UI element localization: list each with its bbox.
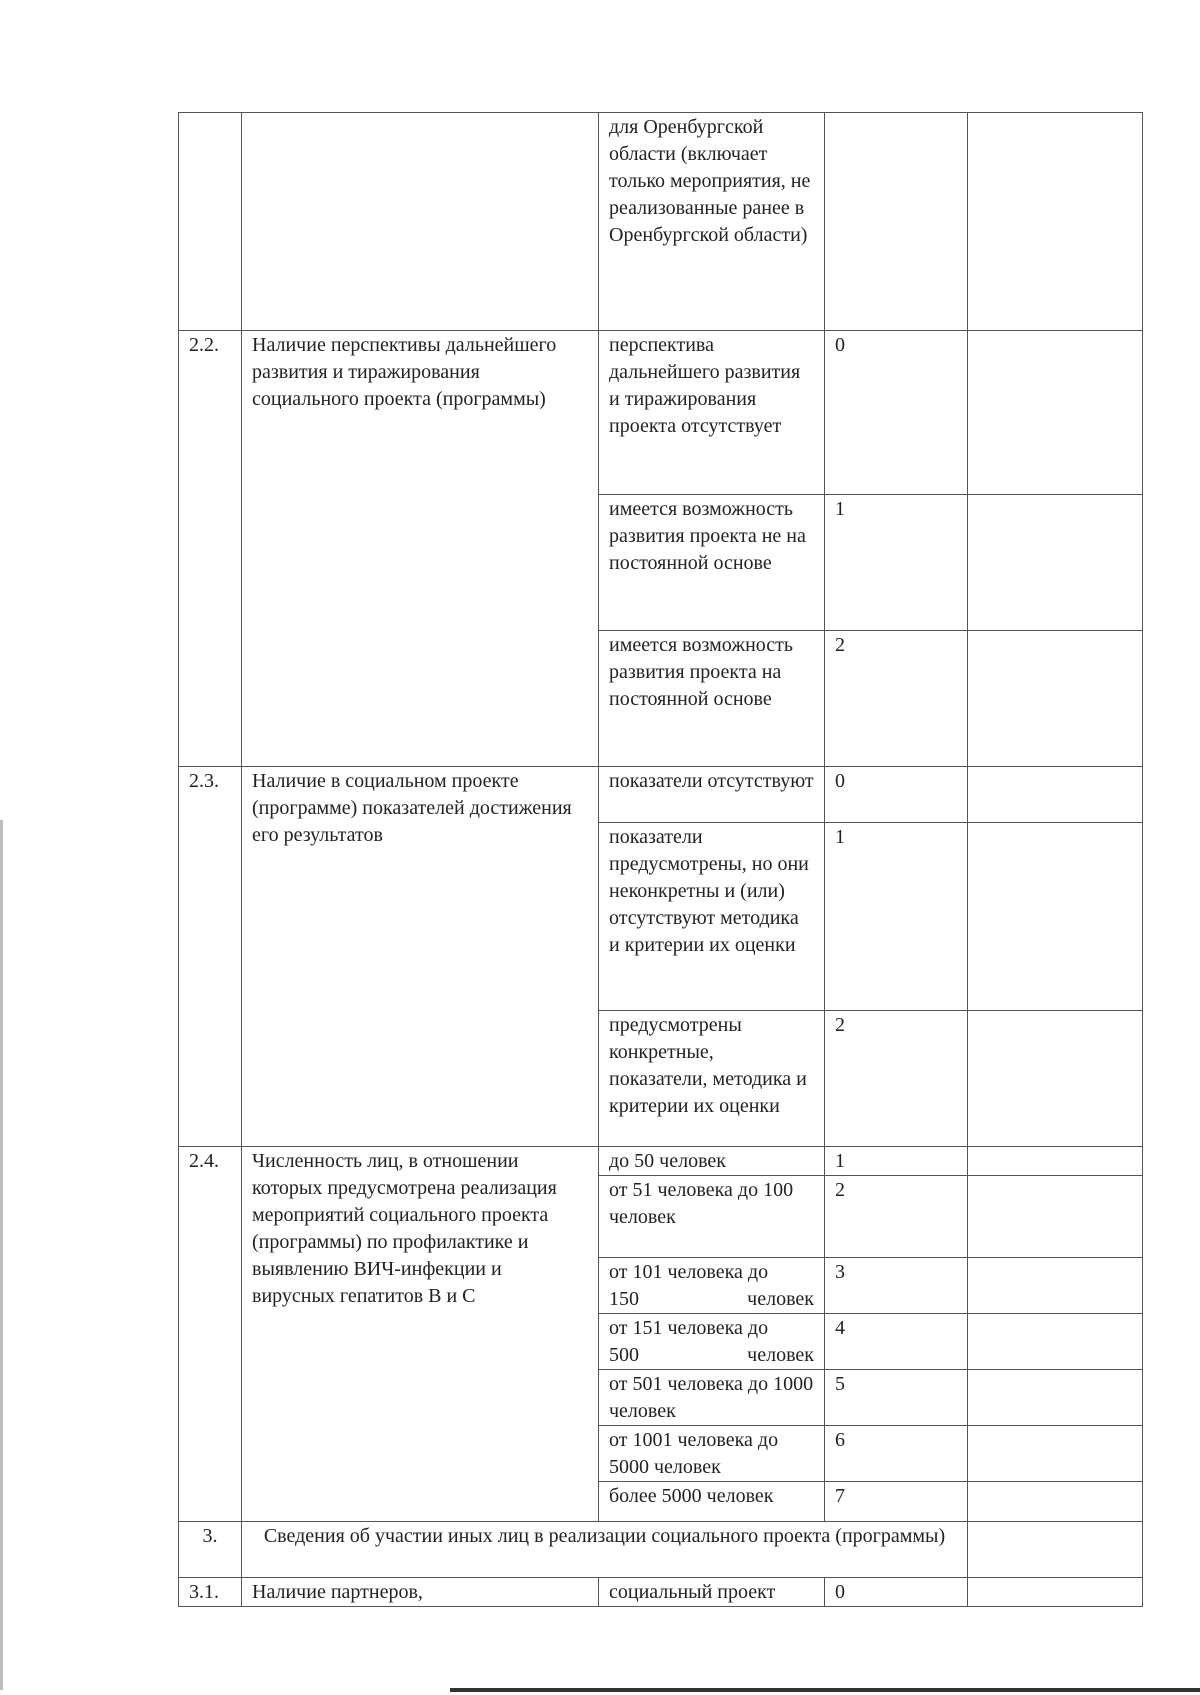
evaluation-cell [968, 767, 1143, 823]
criterion-title-cell: Численность лиц, в отношении которых предусмотрена реализация мероприятий социального проекта (программы) по профилактике и выявлению ВИЧ-инфекции и вирусных гепатитов В и С [242, 1147, 599, 1522]
evaluation-cell [968, 331, 1143, 495]
table-row [179, 1522, 1143, 1578]
table-row [179, 113, 1143, 331]
evaluation-cell [968, 1370, 1143, 1426]
evaluation-cell [968, 1426, 1143, 1482]
criterion-option-cell: перспектива дальнейшего развития и тиражирования проекта отсутствует [599, 331, 825, 495]
score-cell: 1 [825, 823, 968, 1011]
criterion-option-cell: для Оренбургской области (включает только мероприятия, не реализованные ранее в Оренбургской области) [599, 113, 825, 331]
criterion-title-cell: Наличие партнеров, [242, 1578, 599, 1607]
item-number-cell [179, 113, 242, 331]
score-cell: 4 [825, 1314, 968, 1370]
option-text-line: от 51 человека до 100 [609, 1179, 794, 1201]
criterion-title-cell: Наличие перспективы дальнейшего развития и тиражирования социального проекта (программы) [242, 331, 599, 767]
evaluation-cell [968, 1176, 1143, 1258]
criterion-option-cell: более 5000 человек [599, 1482, 825, 1522]
scan-bottom-edge-line [450, 1688, 1200, 1692]
evaluation-cell [968, 823, 1143, 1011]
criteria-table [178, 112, 1143, 1607]
option-text-line [609, 1286, 814, 1313]
item-number-cell: 2.3. [179, 767, 242, 1147]
table-row [179, 767, 1143, 823]
score-cell: 0 [825, 767, 968, 823]
option-text-line: от 151 человека до [609, 1317, 769, 1339]
score-cell: 7 [825, 1482, 968, 1522]
option-text-part: 500 [609, 1344, 639, 1366]
score-cell: 3 [825, 1258, 968, 1314]
score-cell: 2 [825, 1176, 968, 1258]
evaluation-cell [968, 1147, 1143, 1176]
evaluation-cell [968, 1482, 1143, 1522]
item-number-cell: 3.1. [179, 1578, 242, 1607]
option-text-line: от 101 человека до [609, 1261, 769, 1283]
table-row [179, 1578, 1143, 1607]
item-number-cell: 3. [179, 1522, 242, 1578]
score-cell: 1 [825, 495, 968, 631]
item-number-cell: 2.4. [179, 1147, 242, 1522]
table-row [179, 1147, 1143, 1176]
option-text-line [609, 1342, 814, 1369]
evaluation-cell [968, 495, 1143, 631]
score-cell: 0 [825, 331, 968, 495]
criterion-option-cell: до 50 человек [599, 1147, 825, 1176]
criterion-option-cell [599, 1176, 825, 1258]
score-cell: 1 [825, 1147, 968, 1176]
evaluation-cell [968, 1522, 1143, 1578]
evaluation-cell [968, 113, 1143, 331]
criterion-option-cell: от 1001 человека до 5000 человек [599, 1426, 825, 1482]
criterion-option-cell: предусмотрены конкретные, показатели, методика и критерии их оценки [599, 1011, 825, 1147]
table-row [179, 331, 1143, 495]
evaluation-cell [968, 1314, 1143, 1370]
criterion-option-cell: социальный проект [599, 1578, 825, 1607]
option-text-part: человек [747, 1288, 814, 1310]
criterion-option-cell [599, 1258, 825, 1314]
criterion-option-cell: имеется возможность развития проекта не на постоянной основе [599, 495, 825, 631]
option-text-part: человек [747, 1344, 814, 1366]
item-number-cell: 2.2. [179, 331, 242, 767]
criterion-option-cell: от 501 человека до 1000 человек [599, 1370, 825, 1426]
evaluation-cell [968, 1578, 1143, 1607]
evaluation-cell [968, 631, 1143, 767]
criterion-option-cell: имеется возможность развития проекта на постоянной основе [599, 631, 825, 767]
evaluation-cell [968, 1258, 1143, 1314]
score-cell: 2 [825, 631, 968, 767]
criterion-title-cell: Наличие в социальном проекте (программе) показателей достижения его результатов [242, 767, 599, 1147]
score-cell: 2 [825, 1011, 968, 1147]
criterion-title-cell [242, 113, 599, 331]
criterion-option-cell [599, 1314, 825, 1370]
score-cell [825, 113, 968, 331]
option-text-line: человек [609, 1206, 676, 1228]
evaluation-cell [968, 1011, 1143, 1147]
score-cell: 6 [825, 1426, 968, 1482]
score-cell: 5 [825, 1370, 968, 1426]
section-heading-cell: Сведения об участии иных лиц в реализации социального проекта (программы) [242, 1522, 968, 1578]
scan-margin-line [0, 820, 3, 1690]
score-cell: 0 [825, 1578, 968, 1607]
option-text-part: 150 [609, 1288, 639, 1310]
criterion-option-cell: показатели отсутствуют [599, 767, 825, 823]
criterion-option-cell: показатели предусмотрены, но они неконкретны и (или) отсутствуют методика и критерии их оценки [599, 823, 825, 1011]
